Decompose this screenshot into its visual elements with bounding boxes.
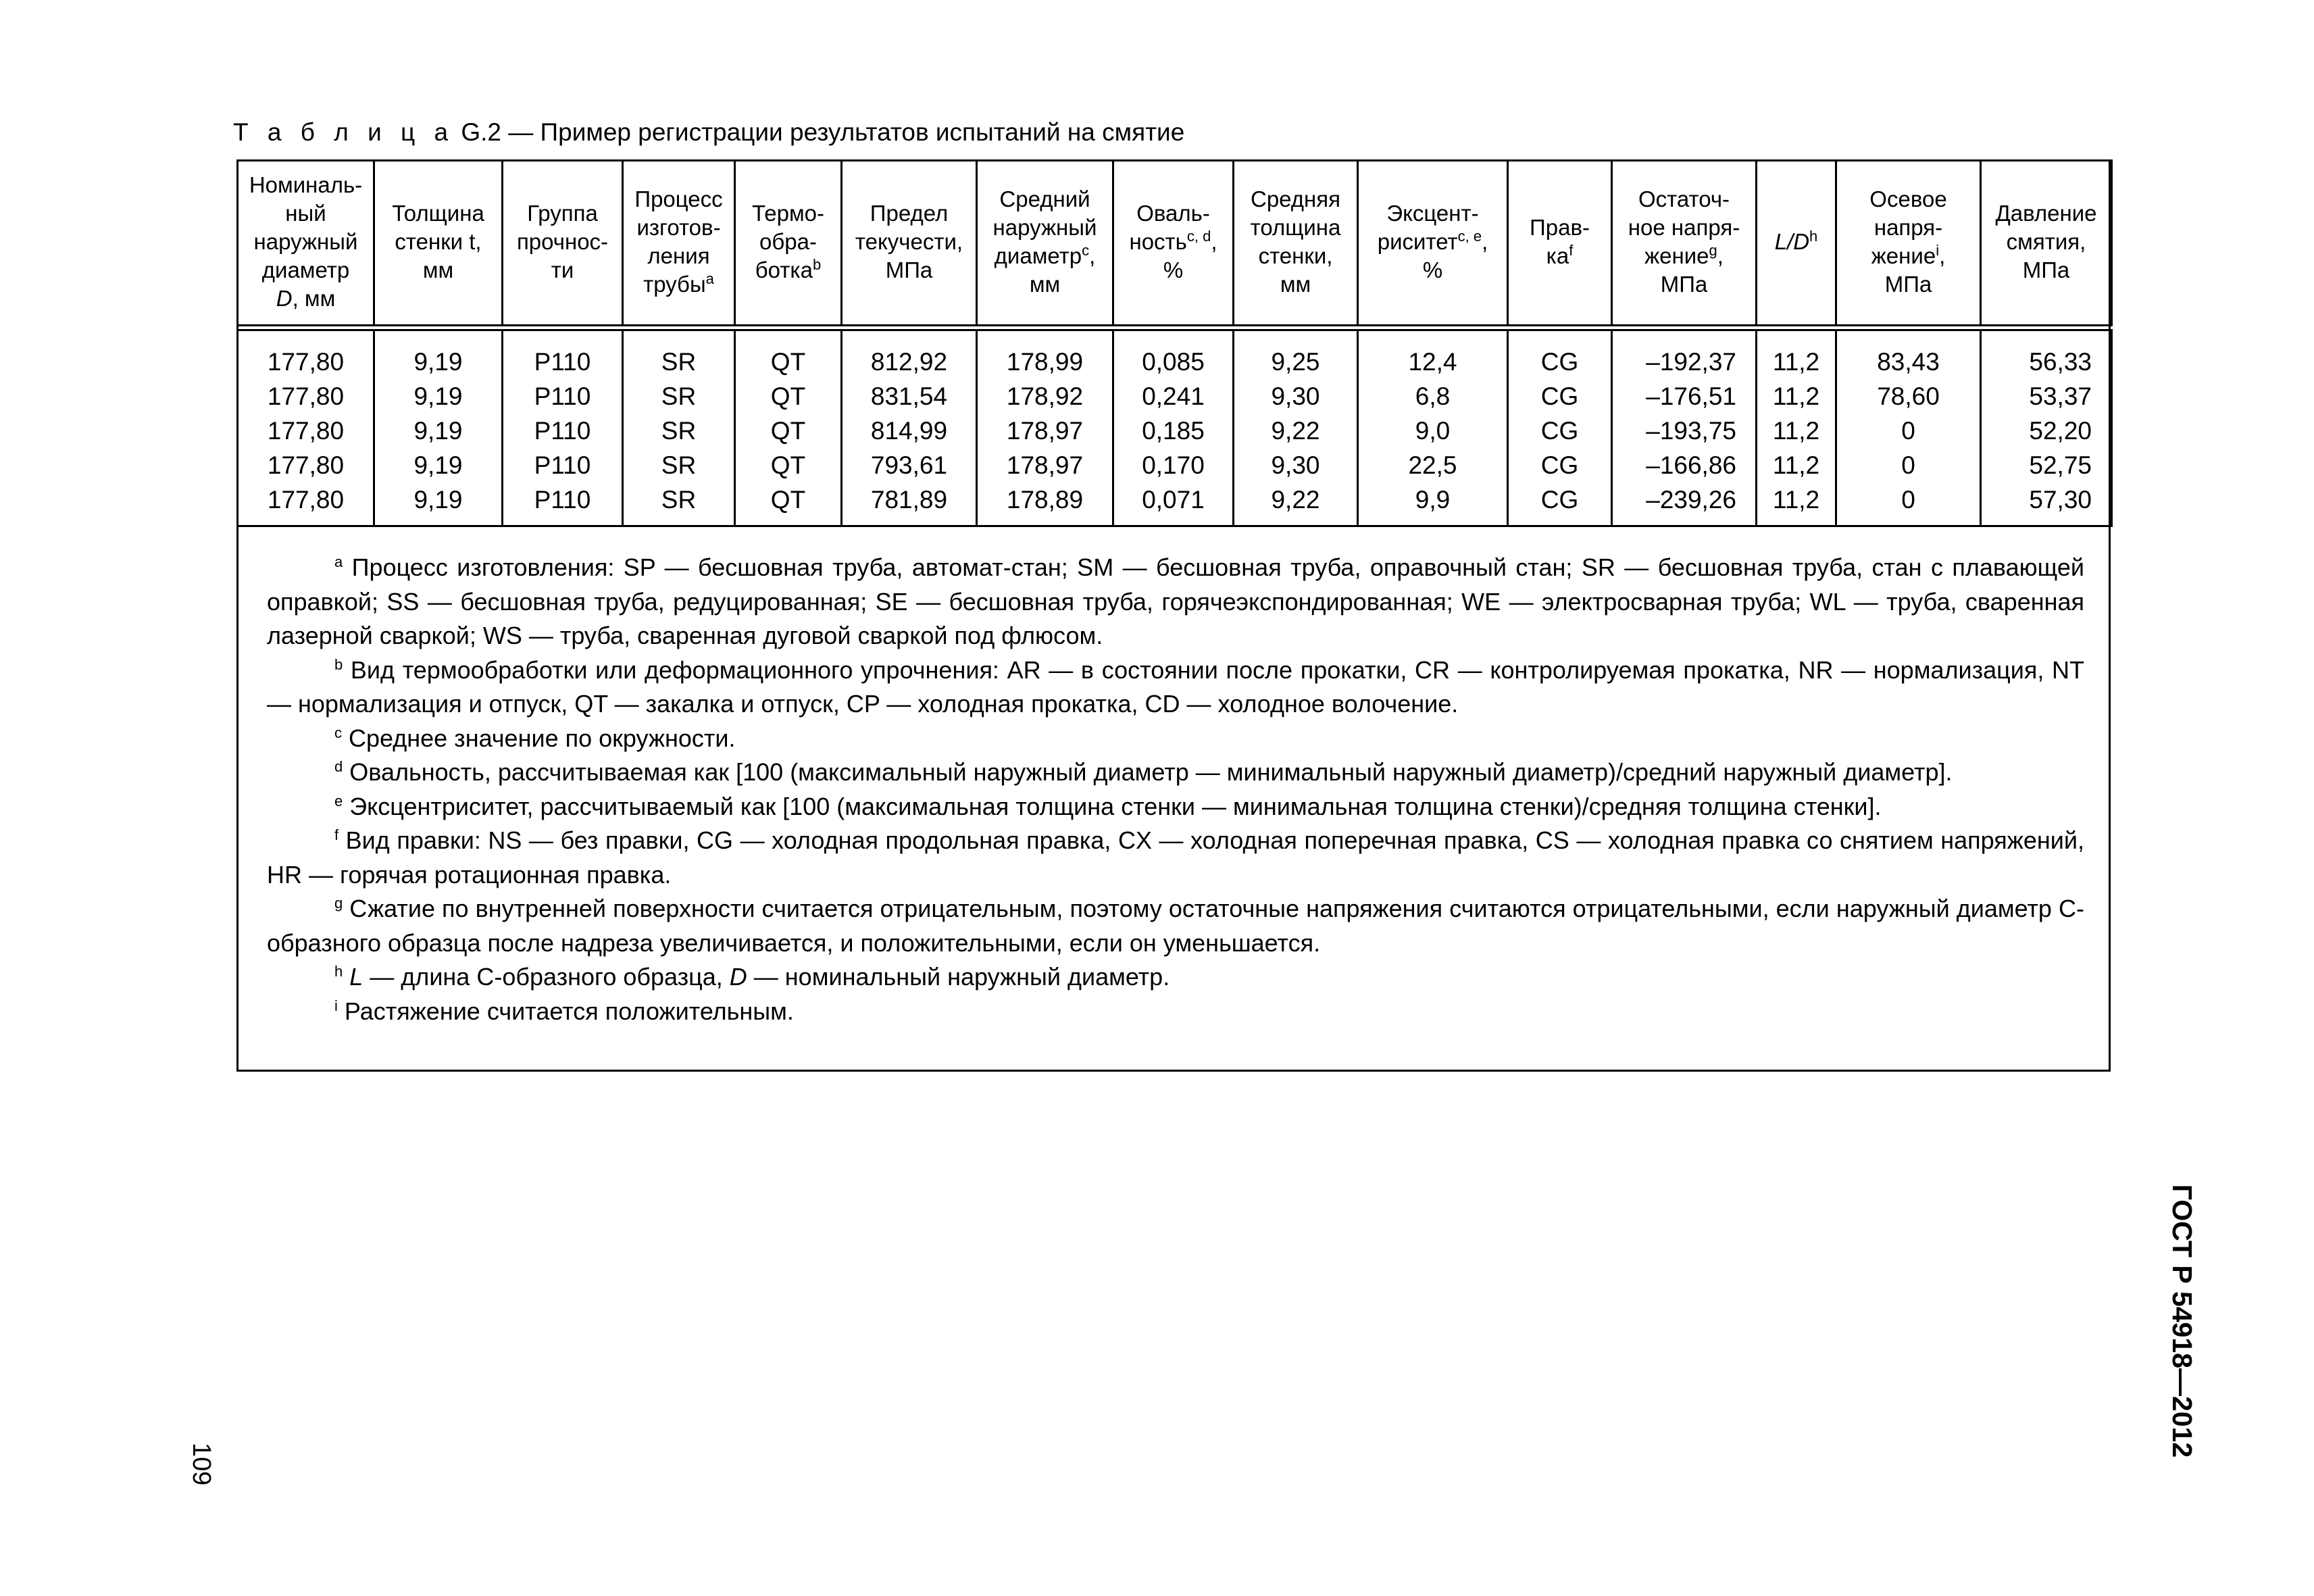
- cell-l-d: 11,2: [1757, 328, 1836, 379]
- cell-yield: 793,61: [842, 448, 977, 482]
- cell-diameter: 177,80: [238, 414, 374, 448]
- cell-mean-wall: 9,22: [1234, 482, 1358, 526]
- cell-l-d: 11,2: [1757, 379, 1836, 414]
- header-strength-group: Группа прочнос- ти: [503, 159, 623, 328]
- cell-residual-stress: –192,37: [1612, 328, 1757, 379]
- header-process: Процесс изготов- ления трубы$^a$: [623, 159, 735, 328]
- header-eccentricity: Эксцент- риситет$^{c, e}$, %: [1358, 159, 1508, 328]
- cell-straightening: CG: [1508, 414, 1612, 448]
- header-wall-thickness: Толщина стенки t, мм: [374, 159, 503, 328]
- cell-ovality: 0,071: [1113, 482, 1234, 526]
- cell-group: P110: [503, 328, 623, 379]
- footnote-f: $^f$ Вид правки: NS — без правки, CG — холодная продольная правка, CX — холодная поперечная правка, CS — холодная правка со снятием напряжений, HR — горячая ротационная правка.: [267, 826, 2084, 889]
- cell-l-d: 11,2: [1757, 448, 1836, 482]
- table-row: [238, 328, 2112, 379]
- header-diameter: Номиналь- ный наружный диаметр D, мм: [238, 159, 374, 328]
- cell-axial-stress: 0: [1836, 482, 1981, 526]
- cell-process: SR: [623, 482, 735, 526]
- cell-process: SR: [623, 328, 735, 379]
- footnote-h: $^h$ L — длина С-образного образца, D — номинальный наружный диаметр.: [334, 963, 1170, 991]
- cell-residual-stress: –166,86: [1612, 448, 1757, 482]
- cell-eccentricity: 22,5: [1358, 448, 1508, 482]
- footnote-a: $^a$ Процесс изготовления: SP — бесшовная труба, автомат-стан; SM — бесшовная труба, оправочный стан; SR — бесшовная труба, стан с плавающей оправкой; SS — бесшовная труба, редуцированная; SE — бесшовная труба, горячеэкспондированная; WE — электросварная труба; WL — труба, сваренная лазерной сваркой; WS — труба, сваренная дуговой сваркой под флюсом.: [267, 553, 2084, 649]
- table-row: [238, 448, 2112, 482]
- footnote-e: $^e$ Эксцентриситет, рассчитываемый как [100 (максимальная толщина стенки — минимальная толщина стенки)/средняя толщина стенки].: [334, 792, 1882, 820]
- cell-residual-stress: –193,75: [1612, 414, 1757, 448]
- header-straightening: Прав- $ка^f$: [1508, 159, 1612, 328]
- header-ovality: Оваль- ность$^{c, d}$, %: [1113, 159, 1234, 328]
- cell-wall: 9,19: [374, 414, 503, 448]
- cell-group: P110: [503, 414, 623, 448]
- cell-heat-treatment: QT: [735, 482, 842, 526]
- cell-collapse-pressure: 56,33: [1981, 328, 2112, 379]
- cell-straightening: CG: [1508, 482, 1612, 526]
- cell-mean-wall: 9,30: [1234, 448, 1358, 482]
- cell-l-d: 11,2: [1757, 482, 1836, 526]
- cell-mean-wall: 9,25: [1234, 328, 1358, 379]
- cell-collapse-pressure: 52,75: [1981, 448, 2112, 482]
- cell-wall: 9,19: [374, 482, 503, 526]
- cell-axial-stress: 78,60: [1836, 379, 1981, 414]
- cell-diameter: 177,80: [238, 379, 374, 414]
- cell-collapse-pressure: 52,20: [1981, 414, 2112, 448]
- caption-title: G.2 — Пример регистрации результатов испытаний на смятие: [454, 118, 1185, 146]
- cell-eccentricity: 9,0: [1358, 414, 1508, 448]
- cell-group: P110: [503, 482, 623, 526]
- page-number: 109: [187, 1443, 216, 1486]
- cell-yield: 812,92: [842, 328, 977, 379]
- header-collapse-pressure: Давление смятия, МПа: [1981, 159, 2112, 328]
- cell-mean-wall: 9,22: [1234, 414, 1358, 448]
- cell-axial-stress: 0: [1836, 414, 1981, 448]
- cell-straightening: CG: [1508, 328, 1612, 379]
- cell-collapse-pressure: 53,37: [1981, 379, 2112, 414]
- header-row: [238, 159, 2112, 328]
- cell-collapse-pressure: 57,30: [1981, 482, 2112, 526]
- header-l-d: $L/D^h$: [1757, 159, 1836, 328]
- header-yield-strength: Предел текучести, МПа: [842, 159, 977, 328]
- table-caption: [233, 115, 1184, 150]
- cell-heat-treatment: QT: [735, 328, 842, 379]
- cell-heat-treatment: QT: [735, 379, 842, 414]
- cell-mean-diameter: 178,97: [977, 414, 1113, 448]
- results-table: [236, 159, 2113, 527]
- cell-ovality: 0,170: [1113, 448, 1234, 482]
- cell-eccentricity: 6,8: [1358, 379, 1508, 414]
- cell-diameter: 177,80: [238, 328, 374, 379]
- table-row: [238, 379, 2112, 414]
- cell-mean-wall: 9,30: [1234, 379, 1358, 414]
- header-mean-wall: Средняя толщина стенки, мм: [1234, 159, 1358, 328]
- footnote-b: $^b$ Вид термообработки или деформационного упрочнения: AR — в состоянии после прокатки, CR — контролируемая прокатка, NR — нормализация, NT — нормализация и отпуск, QT — закалка и отпуск, CP — холодная прокатка, CD — холодное волочение.: [267, 655, 2084, 718]
- cell-straightening: CG: [1508, 379, 1612, 414]
- cell-process: SR: [623, 379, 735, 414]
- cell-mean-diameter: 178,97: [977, 448, 1113, 482]
- cell-mean-diameter: 178,89: [977, 482, 1113, 526]
- cell-axial-stress: 83,43: [1836, 328, 1981, 379]
- header-heat-treatment: Термо- обра- ботка$^b$: [735, 159, 842, 328]
- cell-residual-stress: –176,51: [1612, 379, 1757, 414]
- document-code: ГОСТ Р 54918—2012: [2167, 1184, 2198, 1458]
- cell-mean-diameter: 178,99: [977, 328, 1113, 379]
- cell-diameter: 177,80: [238, 482, 374, 526]
- cell-ovality: 0,241: [1113, 379, 1234, 414]
- cell-group: P110: [503, 448, 623, 482]
- cell-ovality: 0,185: [1113, 414, 1234, 448]
- footnotes: [267, 551, 2084, 1028]
- cell-heat-treatment: QT: [735, 448, 842, 482]
- cell-ovality: 0,085: [1113, 328, 1234, 379]
- cell-diameter: 177,80: [238, 448, 374, 482]
- footnote-i: $^i$ Растяжение считается положительным.: [334, 997, 794, 1025]
- table-row: [238, 414, 2112, 448]
- cell-heat-treatment: QT: [735, 414, 842, 448]
- cell-residual-stress: –239,26: [1612, 482, 1757, 526]
- cell-mean-diameter: 178,92: [977, 379, 1113, 414]
- header-residual-stress: Остаточ- ное напря- жение$^g$, МПа: [1612, 159, 1757, 328]
- cell-straightening: CG: [1508, 448, 1612, 482]
- cell-eccentricity: 12,4: [1358, 328, 1508, 379]
- cell-wall: 9,19: [374, 328, 503, 379]
- cell-wall: 9,19: [374, 379, 503, 414]
- cell-process: SR: [623, 448, 735, 482]
- cell-wall: 9,19: [374, 448, 503, 482]
- cell-l-d: 11,2: [1757, 414, 1836, 448]
- footnote-c: $^c$ Среднее значение по окружности.: [334, 724, 736, 752]
- cell-yield: 781,89: [842, 482, 977, 526]
- table-row: [238, 482, 2112, 526]
- cell-eccentricity: 9,9: [1358, 482, 1508, 526]
- cell-yield: 831,54: [842, 379, 977, 414]
- cell-group: P110: [503, 379, 623, 414]
- cell-axial-stress: 0: [1836, 448, 1981, 482]
- footnote-g: $^g$ Сжатие по внутренней поверхности считается отрицательным, поэтому остаточные напряжения считаются отрицательными, если наружный диаметр С-образного образца после надреза увеличивается, и положительными, если он уменьшается.: [267, 895, 2084, 957]
- header-mean-diameter: Средний наружный диаметр$^c$, мм: [977, 159, 1113, 328]
- footnote-d: $^d$ Овальность, рассчитываемая как [100 (максимальный наружный диаметр — минимальный наружный диаметр)/средний наружный диаметр].: [334, 758, 1953, 786]
- cell-yield: 814,99: [842, 414, 977, 448]
- cell-process: SR: [623, 414, 735, 448]
- header-axial-stress: Осевое напря- жение$^i$, МПа: [1836, 159, 1981, 328]
- caption-prefix: Т а б л и ц а: [233, 118, 455, 146]
